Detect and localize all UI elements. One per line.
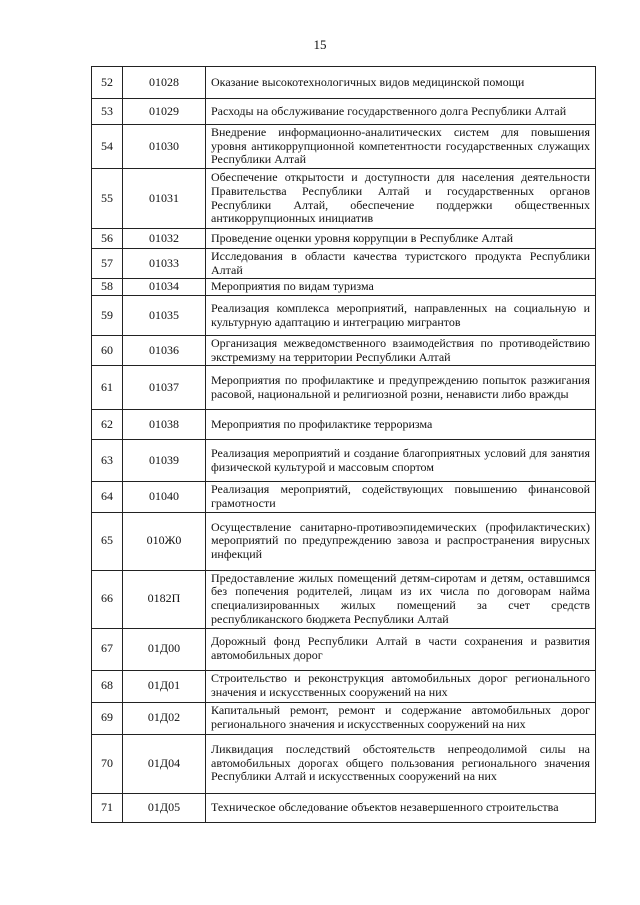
row-code: 01Д04	[123, 734, 206, 793]
row-number: 67	[92, 628, 123, 670]
row-number: 60	[92, 336, 123, 366]
row-description: Капитальный ремонт, ремонт и содержание автомобильных дорог регионального значения и искусственных сооружений на них	[206, 702, 596, 734]
row-description: Реализация мероприятий и создание благоприятных условий для занятия физической культурой и массовым спортом	[206, 440, 596, 482]
row-code: 01029	[123, 99, 206, 125]
row-number: 68	[92, 670, 123, 702]
table-row	[92, 125, 596, 169]
table-row	[92, 793, 596, 822]
row-number: 58	[92, 279, 123, 296]
table-row	[92, 410, 596, 440]
row-number: 54	[92, 125, 123, 169]
row-number: 53	[92, 99, 123, 125]
table-body	[92, 67, 596, 823]
row-code: 01035	[123, 296, 206, 336]
row-number: 71	[92, 793, 123, 822]
table-row	[92, 67, 596, 99]
row-code: 01Д02	[123, 702, 206, 734]
row-code: 0182П	[123, 570, 206, 628]
row-description: Мероприятия по видам туризма	[206, 279, 596, 296]
row-description: Ликвидация последствий обстоятельств непреодолимой силы на автомобильных дорогах общего пользования регионального значения Республики Алтай и искусственных сооружений на них	[206, 734, 596, 793]
row-description: Проведение оценки уровня коррупции в Республике Алтай	[206, 229, 596, 249]
table-row	[92, 229, 596, 249]
row-code: 01036	[123, 336, 206, 366]
row-code: 01039	[123, 440, 206, 482]
row-code: 01033	[123, 249, 206, 279]
row-number: 64	[92, 482, 123, 512]
table-row	[92, 734, 596, 793]
row-number: 66	[92, 570, 123, 628]
table-row	[92, 570, 596, 628]
row-description: Реализация комплекса мероприятий, направленных на социальную и культурную адаптацию и интеграцию мигрантов	[206, 296, 596, 336]
row-code: 01030	[123, 125, 206, 169]
row-description: Техническое обследование объектов незавершенного строительства	[206, 793, 596, 822]
row-code: 01Д05	[123, 793, 206, 822]
row-number: 59	[92, 296, 123, 336]
row-code: 01034	[123, 279, 206, 296]
row-number: 62	[92, 410, 123, 440]
table-row	[92, 336, 596, 366]
row-code: 01037	[123, 366, 206, 410]
row-number: 65	[92, 512, 123, 570]
row-description: Реализация мероприятий, содействующих повышению финансовой грамотности	[206, 482, 596, 512]
row-number: 69	[92, 702, 123, 734]
row-number: 63	[92, 440, 123, 482]
row-description: Строительство и реконструкция автомобильных дорог регионального значения и искусственных сооружений на них	[206, 670, 596, 702]
table-row	[92, 670, 596, 702]
row-description: Мероприятия по профилактике терроризма	[206, 410, 596, 440]
row-number: 55	[92, 169, 123, 229]
row-code: 01038	[123, 410, 206, 440]
row-number: 70	[92, 734, 123, 793]
table-row	[92, 279, 596, 296]
row-description: Расходы на обслуживание государственного долга Республики Алтай	[206, 99, 596, 125]
row-description: Предоставление жилых помещений детям-сиротам и детям, оставшимся без попечения родителей, лицам из их числа по договорам найма специализированных жилых помещений за счет средств республиканского бюджета Республики Алтай	[206, 570, 596, 628]
table-row	[92, 366, 596, 410]
row-description: Осуществление санитарно-противоэпидемических (профилактических) мероприятий по предупреждению завоза и распространения вирусных инфекций	[206, 512, 596, 570]
page-number: 15	[313, 37, 327, 52]
table-row	[92, 296, 596, 336]
row-description: Исследования в области качества туристского продукта Республики Алтай	[206, 249, 596, 279]
row-code: 01031	[123, 169, 206, 229]
row-code: 01Д00	[123, 628, 206, 670]
row-description: Оказание высокотехнологичных видов медицинской помощи	[206, 67, 596, 99]
row-description: Мероприятия по профилактике и предупреждению попыток разжигания расовой, национальной и религиозной розни, ненависти либо вражды	[206, 366, 596, 410]
expense-code-table	[91, 66, 596, 823]
table-row	[92, 702, 596, 734]
row-number: 57	[92, 249, 123, 279]
row-code: 01028	[123, 67, 206, 99]
row-description: Внедрение информационно-аналитических систем для повышения уровня антикоррупционной компетентности государственных служащих Республики Алтай	[206, 125, 596, 169]
table-row	[92, 512, 596, 570]
table-row	[92, 628, 596, 670]
row-code: 010Ж0	[123, 512, 206, 570]
row-description: Дорожный фонд Республики Алтай в части сохранения и развития автомобильных дорог	[206, 628, 596, 670]
row-number: 61	[92, 366, 123, 410]
row-number: 52	[92, 67, 123, 99]
table-row	[92, 482, 596, 512]
row-description: Обеспечение открытости и доступности для населения деятельности Правительства Республики Алтай и государственных органов Республики Алтай, обеспечение поддержки общественных антикоррупционных инициатив	[206, 169, 596, 229]
row-code: 01Д01	[123, 670, 206, 702]
table-row	[92, 99, 596, 125]
table-row	[92, 249, 596, 279]
row-number: 56	[92, 229, 123, 249]
row-code: 01040	[123, 482, 206, 512]
table-row	[92, 169, 596, 229]
row-description: Организация межведомственного взаимодействия по противодействию экстремизму на территории Республики Алтай	[206, 336, 596, 366]
row-code: 01032	[123, 229, 206, 249]
table-row	[92, 440, 596, 482]
